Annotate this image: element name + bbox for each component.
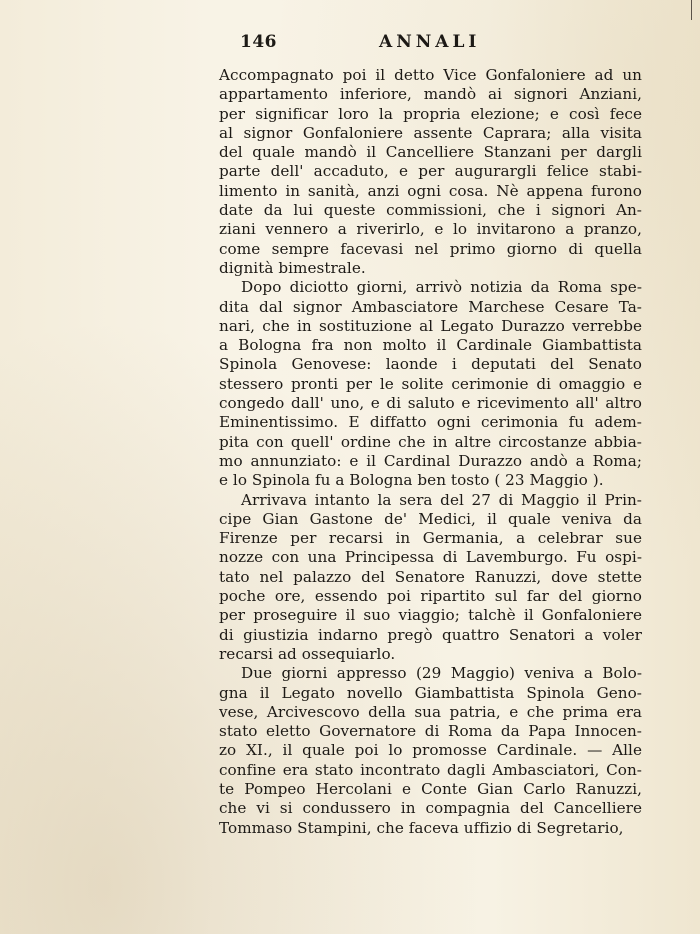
text-line: nozze con una Principessa di Lavemburgo. Fu ospi-	[219, 548, 642, 567]
text-line: Due giorni appresso (29 Maggio) veniva a Bolo-	[241, 664, 642, 683]
text-line: come sempre facevasi nel primo giorno di quella	[219, 239, 642, 258]
text-line: vese, Arcivescovo della sua patria, e che prima era	[219, 702, 642, 721]
text-line: Dopo diciotto giorni, arrivò notizia da Roma spe-	[241, 278, 642, 297]
text-line: poche ore, essendo poi ripartito sul far del giorno	[219, 587, 642, 606]
text-line: te Pompeo Hercolani e Conte Gian Carlo Ranuzzi,	[219, 779, 642, 798]
text-line: per significar loro la propria elezione; e così fece	[219, 104, 642, 123]
text-line: dignità bimestrale.	[219, 258, 366, 277]
body-text	[219, 66, 642, 838]
text-line: zo XI., il quale poi lo promosse Cardinale. — Alle	[219, 741, 642, 760]
text-line: date da lui queste commissioni, che i signori An-	[219, 201, 642, 220]
text-line: Arrivava intanto la sera del 27 di Maggio il Prin-	[241, 490, 642, 509]
text-line: nari, che in sostituzione al Legato Durazzo verrebbe	[219, 316, 642, 335]
text-line: che vi si condussero in compagnia del Cancelliere	[219, 799, 642, 818]
text-line: appartamento inferiore, mandò ai signori Anziani,	[219, 85, 642, 104]
text-line: Tommaso Stampini, che faceva uffizio di Segretario,	[219, 818, 624, 837]
text-line: confine era stato incontrato dagli Ambasciatori, Con-	[219, 760, 642, 779]
page-edge-mark	[691, 0, 692, 20]
paragraph	[219, 491, 642, 665]
paragraph	[219, 66, 642, 278]
page-header	[0, 30, 700, 60]
text-line: stato eletto Governatore di Roma da Papa Innocen-	[219, 722, 642, 741]
text-line: dita dal signor Ambasciatore Marchese Cesare Ta-	[219, 297, 642, 316]
text-line: parte dell' accaduto, e per augurargli felice stabi-	[219, 162, 642, 181]
text-line: e lo Spinola fu a Bologna ben tosto ( 23 Maggio ).	[219, 471, 604, 490]
text-line: Firenze per recarsi in Germania, a celebrar sue	[219, 529, 642, 548]
text-line: di giustizia indarno pregò quattro Senatori a voler	[219, 625, 642, 644]
text-line: per proseguire il suo viaggio; talchè il Gonfaloniere	[219, 606, 642, 625]
running-head: ANNALI	[379, 32, 481, 52]
text-line: Spinola Genovese: laonde i deputati del Senato	[219, 355, 642, 374]
paragraph	[219, 278, 642, 490]
text-line: a Bologna fra non molto il Cardinale Giambattista	[219, 336, 642, 355]
text-line: del quale mandò il Cancelliere Stanzani per dargli	[219, 143, 642, 162]
page-number: 146	[240, 32, 277, 52]
text-line: limento in sanità, anzi ogni cosa. Nè appena furono	[219, 181, 642, 200]
paragraph	[219, 664, 642, 838]
text-line: ziani vennero a riverirlo, e lo invitarono a pranzo,	[219, 220, 642, 239]
text-line: mo annunziato: e il Cardinal Durazzo andò a Roma;	[219, 451, 642, 470]
text-line: recarsi ad ossequiarlo.	[219, 644, 396, 663]
text-line: al signor Gonfaloniere assente Caprara; alla visita	[219, 123, 642, 142]
text-line: pita con quell' ordine che in altre circostanze abbia-	[219, 432, 642, 451]
text-line: congedo dall' uno, e di saluto e ricevimento all' altro	[219, 394, 642, 413]
text-line: Accompagnato poi il detto Vice Gonfaloniere ad un	[219, 66, 642, 84]
text-line: tato nel palazzo del Senatore Ranuzzi, dove stette	[219, 567, 642, 586]
text-line: Eminentissimo. E diffatto ogni cerimonia fu adem-	[219, 413, 642, 432]
text-line: cipe Gian Gastone de' Medici, il quale veniva da	[219, 509, 642, 528]
text-line: gna il Legato novello Giambattista Spinola Geno-	[219, 683, 642, 702]
text-line: stessero pronti per le solite cerimonie di omaggio e	[219, 374, 642, 393]
